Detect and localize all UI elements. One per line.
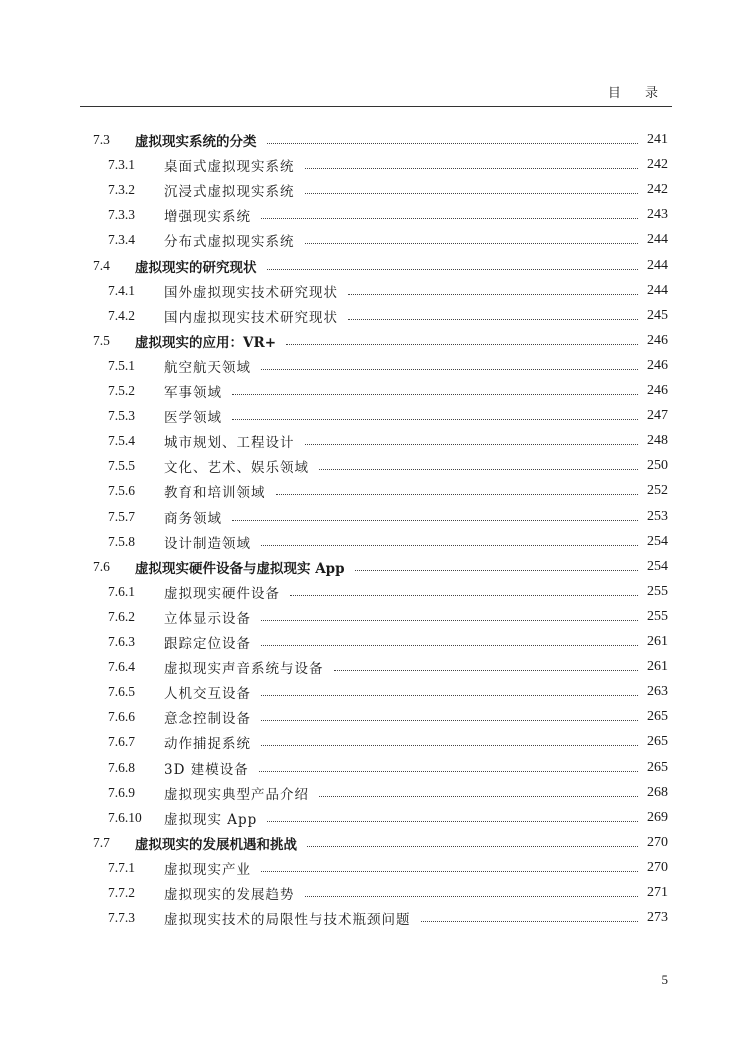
toc-entry-page: 244 bbox=[647, 232, 668, 248]
toc-entry-page: 247 bbox=[647, 408, 668, 424]
toc-subsection-entry bbox=[0, 781, 750, 805]
toc-entry-page: 241 bbox=[647, 132, 668, 147]
toc-entry-page: 265 bbox=[647, 759, 668, 775]
toc-subsection-entry bbox=[0, 379, 750, 403]
toc-subsection-entry bbox=[0, 228, 750, 252]
toc-entry-number: 7.4.1 bbox=[108, 282, 135, 298]
toc-section-entry bbox=[0, 555, 750, 579]
toc-entry-page: 254 bbox=[647, 558, 668, 574]
toc-entry-number: 7.6 bbox=[93, 558, 110, 574]
toc-entry-number: 7.5.8 bbox=[108, 533, 135, 549]
toc-entry-number: 7.4.2 bbox=[108, 307, 135, 323]
toc-section-entry bbox=[0, 329, 750, 353]
toc-entry-page: 244 bbox=[647, 257, 668, 273]
dot-leader bbox=[261, 695, 638, 697]
toc-entry-title: 分布式虚拟现实系统 bbox=[164, 234, 295, 251]
toc-entry-title: 意念控制设备 bbox=[164, 711, 251, 728]
toc-entry-title: 桌面式虚拟现实系统 bbox=[164, 159, 295, 176]
toc-entry-page: 246 bbox=[647, 357, 668, 373]
toc-entry-title: 沉浸式虚拟现实系统 bbox=[164, 184, 295, 201]
toc-subsection-entry bbox=[0, 605, 750, 629]
toc-entry-number: 7.5.4 bbox=[108, 433, 135, 449]
toc-entry-page: 270 bbox=[647, 859, 668, 875]
toc-entry-page: 255 bbox=[647, 583, 668, 599]
toc-entry-title: 虚拟现实硬件设备与虚拟现实 App bbox=[135, 560, 345, 577]
toc-entry-page: 250 bbox=[647, 458, 668, 474]
toc-entry-page: 269 bbox=[647, 809, 668, 825]
dot-leader bbox=[261, 218, 638, 220]
page-number: 5 bbox=[661, 972, 668, 987]
dot-leader bbox=[305, 168, 638, 170]
toc-entry-title: 虚拟现实的发展趋势 bbox=[164, 887, 295, 903]
toc-subsection-entry bbox=[0, 630, 750, 654]
toc-entry-page: 248 bbox=[647, 433, 668, 449]
toc-subsection-entry bbox=[0, 730, 750, 754]
toc-subsection-entry bbox=[0, 505, 750, 529]
toc-subsection-entry bbox=[0, 429, 750, 453]
toc-entry-page: 255 bbox=[647, 608, 668, 624]
toc-subsection-entry bbox=[0, 806, 750, 830]
toc-section-entry bbox=[0, 128, 750, 152]
toc-subsection-entry bbox=[0, 304, 750, 328]
toc-subsection-entry bbox=[0, 856, 750, 880]
toc-subsection-entry bbox=[0, 530, 750, 554]
toc-entry-number: 7.3.1 bbox=[108, 157, 135, 173]
toc-entry-title: 虚拟现实技术的局限性与技术瓶颈问题 bbox=[164, 912, 411, 929]
toc-entry-title: 文化、艺术、娱乐领域 bbox=[164, 460, 309, 477]
dot-leader bbox=[261, 545, 638, 547]
toc-section-entry bbox=[0, 254, 750, 278]
toc-section-entry bbox=[0, 831, 750, 855]
toc-entry-page: 243 bbox=[647, 207, 668, 223]
toc-entry-title: 虚拟现实系统的分类 bbox=[135, 134, 257, 150]
dot-leader bbox=[305, 243, 638, 245]
toc-entry-title: 3D 建模设备 bbox=[164, 761, 249, 778]
toc-entry-title: 商务领域 bbox=[164, 510, 222, 527]
dot-leader bbox=[286, 344, 638, 346]
toc-subsection-entry bbox=[0, 680, 750, 704]
toc-entry-title: 跟踪定位设备 bbox=[164, 636, 251, 652]
toc-entry-page: 268 bbox=[647, 784, 668, 800]
dot-leader bbox=[290, 595, 638, 597]
toc-entry-page: 271 bbox=[647, 885, 668, 900]
dot-leader bbox=[261, 871, 638, 873]
toc-entry-number: 7.6.7 bbox=[108, 734, 135, 750]
dot-leader bbox=[334, 670, 638, 672]
toc-entry-title: 城市规划、工程设计 bbox=[164, 435, 295, 452]
toc-entry-title: 人机交互设备 bbox=[164, 686, 251, 703]
dot-leader bbox=[259, 771, 638, 773]
toc-entry-title: 增强现实系统 bbox=[164, 209, 251, 226]
toc-entry-page: 246 bbox=[647, 332, 668, 348]
toc-entry-page: 246 bbox=[647, 383, 668, 398]
dot-leader bbox=[421, 921, 638, 923]
toc-entry-page: 265 bbox=[647, 709, 668, 725]
toc-entry-page: 270 bbox=[647, 834, 668, 850]
toc-entry-title: 虚拟现实产业 bbox=[164, 861, 251, 878]
dot-leader bbox=[305, 896, 638, 898]
toc-entry-number: 7.3.3 bbox=[108, 207, 135, 223]
toc-entry-title: 航空航天领域 bbox=[164, 359, 251, 376]
toc-entry-page: 254 bbox=[647, 533, 668, 549]
toc-subsection-entry bbox=[0, 203, 750, 227]
toc-entry-number: 7.6.10 bbox=[108, 809, 142, 825]
toc-entry-number: 7.6.9 bbox=[108, 784, 135, 800]
toc-entry-title: 虚拟现实声音系统与设备 bbox=[164, 661, 324, 678]
toc-subsection-entry bbox=[0, 454, 750, 478]
toc-entry-page: 244 bbox=[647, 282, 668, 298]
dot-leader bbox=[305, 193, 638, 195]
toc-entry-number: 7.5.7 bbox=[108, 508, 135, 524]
toc-entry-page: 253 bbox=[647, 508, 668, 524]
toc-entry-page: 252 bbox=[647, 483, 668, 499]
toc-entry-title: 虚拟现实的发展机遇和挑战 bbox=[135, 836, 297, 853]
dot-leader bbox=[232, 394, 638, 396]
toc-entry-number: 7.6.6 bbox=[108, 709, 135, 725]
toc-entry-page: 261 bbox=[647, 659, 668, 675]
dot-leader bbox=[267, 269, 638, 271]
toc-entry-title: 虚拟现实的应用：VR+ bbox=[135, 334, 277, 351]
dot-leader bbox=[355, 570, 638, 572]
toc-entry-number: 7.6.4 bbox=[108, 659, 135, 675]
toc-subsection-entry bbox=[0, 906, 750, 930]
toc-subsection-entry bbox=[0, 479, 750, 503]
toc-entry-title: 动作捕捉系统 bbox=[164, 736, 251, 753]
dot-leader bbox=[261, 745, 638, 747]
toc-entry-number: 7.5.2 bbox=[108, 383, 135, 398]
dot-leader bbox=[267, 821, 638, 823]
toc-subsection-entry bbox=[0, 404, 750, 428]
toc-entry-title: 立体显示设备 bbox=[164, 610, 251, 627]
toc-entry-number: 7.5 bbox=[93, 332, 110, 348]
dot-leader bbox=[267, 143, 638, 145]
toc-entry-title: 虚拟现实 App bbox=[164, 811, 258, 828]
dot-leader bbox=[232, 419, 638, 421]
toc-entry-number: 7.5.1 bbox=[108, 357, 135, 373]
toc-subsection-entry bbox=[0, 705, 750, 729]
toc-entry-title: 虚拟现实的研究现状 bbox=[135, 259, 257, 276]
toc-subsection-entry bbox=[0, 153, 750, 177]
toc-entry-number: 7.5.5 bbox=[108, 458, 135, 474]
toc-entry-number: 7.7.1 bbox=[108, 859, 135, 875]
toc-entry-title: 设计制造领域 bbox=[164, 535, 251, 552]
dot-leader bbox=[319, 469, 638, 471]
dot-leader bbox=[307, 846, 638, 848]
dot-leader bbox=[348, 319, 638, 321]
toc-entry-number: 7.5.3 bbox=[108, 408, 135, 424]
toc-entry-title: 教育和培训领域 bbox=[164, 485, 266, 502]
toc-entry-title: 军事领域 bbox=[164, 385, 222, 401]
toc-entry-number: 7.6.5 bbox=[108, 684, 135, 700]
toc-subsection-entry bbox=[0, 279, 750, 303]
toc-entry-page: 242 bbox=[647, 182, 668, 198]
toc-entry-title: 医学领域 bbox=[164, 410, 222, 427]
toc-entry-number: 7.4 bbox=[93, 257, 110, 273]
dot-leader bbox=[261, 369, 638, 371]
toc-entry-page: 261 bbox=[647, 634, 668, 649]
dot-leader bbox=[305, 444, 638, 446]
toc-subsection-entry bbox=[0, 881, 750, 905]
toc-entry-number: 7.6.3 bbox=[108, 634, 135, 649]
toc-entry-number: 7.7 bbox=[93, 834, 110, 850]
toc-entry-page: 265 bbox=[647, 734, 668, 750]
toc-subsection-entry bbox=[0, 178, 750, 202]
toc-entry-title: 虚拟现实硬件设备 bbox=[164, 585, 280, 602]
toc-entry-title: 虚拟现实典型产品介绍 bbox=[164, 786, 309, 803]
toc-subsection-entry bbox=[0, 354, 750, 378]
toc-entry-number: 7.5.6 bbox=[108, 483, 135, 499]
toc-entry-number: 7.7.3 bbox=[108, 910, 135, 926]
toc-subsection-entry bbox=[0, 655, 750, 679]
toc-entry-number: 7.6.8 bbox=[108, 759, 135, 775]
dot-leader bbox=[261, 645, 638, 647]
toc-subsection-entry bbox=[0, 756, 750, 780]
toc-entry-number: 7.3.2 bbox=[108, 182, 135, 198]
toc-entry-number: 7.3.4 bbox=[108, 232, 135, 248]
toc-entry-number: 7.6.1 bbox=[108, 583, 135, 599]
toc-entry-page: 245 bbox=[647, 307, 668, 323]
toc-entry-number: 7.6.2 bbox=[108, 608, 135, 624]
toc-entry-number: 7.3 bbox=[93, 132, 110, 147]
toc-entry-title: 国内虚拟现实技术研究现状 bbox=[164, 309, 338, 326]
dot-leader bbox=[261, 620, 638, 622]
dot-leader bbox=[348, 294, 638, 296]
toc-entry-page: 273 bbox=[647, 910, 668, 926]
toc-entry-page: 242 bbox=[647, 157, 668, 173]
toc-entry-page: 263 bbox=[647, 684, 668, 700]
dot-leader bbox=[319, 796, 638, 798]
toc-entry-number: 7.7.2 bbox=[108, 885, 135, 900]
dot-leader bbox=[261, 720, 638, 722]
header-rule bbox=[80, 106, 672, 107]
dot-leader bbox=[232, 520, 638, 522]
toc-entry-title: 国外虚拟现实技术研究现状 bbox=[164, 284, 338, 301]
dot-leader bbox=[276, 494, 638, 496]
toc-subsection-entry bbox=[0, 580, 750, 604]
running-header-title: 目 录 bbox=[607, 86, 668, 101]
